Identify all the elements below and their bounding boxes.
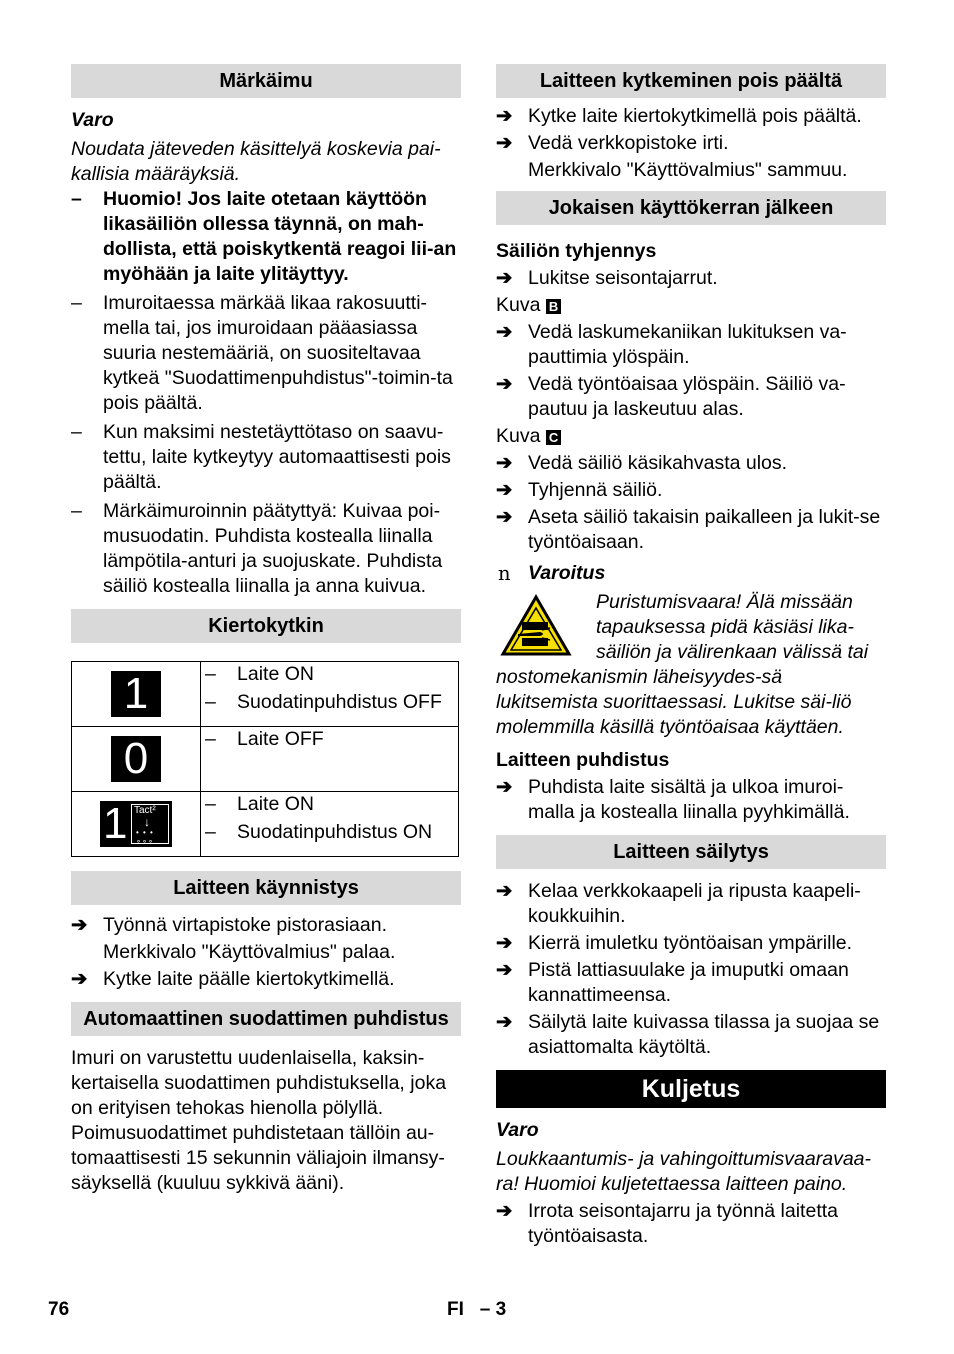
page-number: 76 (48, 1299, 70, 1320)
figure-ref: Kuva B (496, 293, 886, 318)
options-cell (201, 727, 459, 792)
section-title-kiertokytkin: Kiertokytkin (71, 609, 461, 643)
option-text: – Suodatinpuhdistus ON (201, 820, 458, 845)
arrow-icon: ➔ (496, 373, 513, 395)
arrow-icon: ➔ (496, 479, 513, 501)
list-item: – Märkäimuroinnin päätyttyä: Kuivaa poi-musuodatin. Puhdista kostealla liinalla lämpötila-anturi ja suojuskate. Puhdista säiliö kostealla liinalla ja anna kuivua. (71, 499, 461, 599)
arrow-icon: ➔ (496, 105, 513, 127)
caution-text: Loukkaantumis- ja vahingoittumisvaaravaa-ra! Huomioi kuljetettaessa laitteen paino. (496, 1148, 872, 1195)
step-item: ➔ Vedä verkkopistoke irti. (496, 132, 729, 154)
step-item: ➔ Lukitse seisontajarrut. (496, 267, 718, 289)
step-note: Merkkivalo "Käyttövalmius" sammuu. (528, 159, 848, 181)
arrow-icon: ➔ (496, 959, 513, 981)
arrow-icon: ➔ (71, 968, 88, 990)
caution-text: Noudata jäteveden käsittelyä koskevia pai-kallisia määräyksiä. (71, 138, 441, 185)
arrow-icon: ➔ (496, 932, 513, 954)
table-row (72, 727, 459, 792)
section-title-sailytys: Laitteen säilytys (496, 835, 886, 869)
step-item: ➔ Vedä työntöaisaa ylöspäin. Säiliö va-pautuu ja laskeutuu alas. (496, 373, 846, 420)
table-row (72, 792, 459, 857)
step-item: ➔ Tyhjennä säiliö. (496, 479, 663, 501)
option-text: – Suodatinpuhdistus OFF (201, 690, 458, 715)
step-item: ➔ Työnnä virtapistoke pistorasiaan. (71, 914, 387, 936)
table-row (72, 662, 459, 727)
option-text: – Laite ON (201, 662, 458, 687)
arrow-icon: ➔ (496, 132, 513, 154)
step-item: ➔ Kytke laite päälle kiertokytkimellä. (71, 968, 395, 990)
arrow-icon: ➔ (496, 1200, 513, 1222)
body-text: Imuri on varustettu uudenlaisella, kaksin-kertaisella suodattimen puhdistuksella, joka on erityisen tehokas hienolla pölyllä. Poimusuodattimet puhdistetaan tällöin au-tomaattisesti 15 sekunnin väliajoin ilmansy-säyksellä (kuuluu sykkivä ääni). (71, 1047, 447, 1194)
list-item: – Imuroitaessa märkää likaa rakosuutti-mella tai, jos imuroidaan pääasiassa suuria nestemääriä, on suositeltavaa kytkeä "Suodattimenpuhdistus"-toimin-ta pois päältä. (71, 291, 461, 416)
tact-symbol-icon: 1 Tact² ↓ • • • ∘∘∘ (100, 801, 172, 847)
rotary-switch-table (71, 661, 459, 857)
bullet-glyph: n (498, 562, 511, 585)
arrow-icon: ➔ (496, 506, 513, 528)
hand-crush-warning-icon (500, 594, 572, 658)
list-item: – Huomio! Jos laite otetaan käyttöön likasäiliön ollessa täynnä, on mah-dollista, että poiskytkentä reagoi lii-an myöhään ja laite ylitäyttyy. (71, 187, 461, 287)
tact-label: Tact² (134, 805, 156, 816)
step-item: ➔ Vedä säiliö käsikahvasta ulos. (496, 452, 788, 474)
step-item: ➔ Aseta säiliö takaisin paikalleen ja lukit-se työntöaisaan. (496, 506, 881, 553)
symbol-cell (72, 662, 201, 727)
caution-label: Varo (71, 109, 114, 131)
step-item: ➔ Irrota seisontajarru ja työnnä laitetta työntöaisasta. (496, 1200, 839, 1247)
option-text: – Laite ON (201, 792, 458, 817)
footer-lang: FI – 3 (447, 1299, 507, 1320)
symbol-cell (72, 727, 201, 792)
arrow-icon: ➔ (496, 267, 513, 289)
position-1-symbol: 1 (111, 671, 161, 717)
step-item: ➔ Pistä lattiasuulake ja imuputki omaan kannattimeensa. (496, 959, 849, 1006)
chapter-title-kuljetus: Kuljetus (496, 1070, 886, 1108)
step-item: ➔ Kytke laite kiertokytkimellä pois päältä. (496, 105, 862, 127)
warning-text: Puristumisvaara! Älä missään tapauksessa pidä käsiäsi lika-säiliön ja välirenkaan välissä tai nostomekanismin läheisyydes-sä lukitsemista suorittaessasi. Lukitse säi-liö molemmilla käsillä työntöaisaa käyttäen. (496, 591, 869, 738)
position-0-symbol: 0 (111, 736, 161, 782)
subheading: Säiliön tyhjennys (496, 240, 657, 262)
step-item: ➔ Kelaa verkkokaapeli ja ripusta kaapeli-koukkuihin. (496, 880, 861, 927)
option-text: – Laite OFF (201, 727, 458, 752)
section-title-markaimu: Märkäimu (71, 64, 461, 98)
arrow-icon: ➔ (496, 452, 513, 474)
step-item: ➔ Vedä laskumekaniikan lukituksen va-pauttimia ylöspäin. (496, 321, 847, 368)
subheading: Laitteen puhdistus (496, 749, 670, 771)
position-1-tact-number: 1 (103, 799, 128, 848)
figure-letter: C (546, 430, 561, 445)
arrow-icon: ➔ (496, 776, 513, 798)
step-item: ➔ Säilytä laite kuivassa tilassa ja suojaa se asiattomalta käytöltä. (496, 1011, 880, 1058)
caution-label: Varo (496, 1119, 539, 1141)
section-title-jalkeen: Jokaisen käyttökerran jälkeen (496, 191, 886, 225)
arrow-icon: ➔ (496, 1011, 513, 1033)
warning-block (496, 590, 886, 740)
list-item: – Kun maksimi nestetäyttötaso on saavu-tettu, laite kytkeytyy automaattisesti pois päältä. (71, 420, 461, 495)
figure-ref: Kuva C (496, 424, 886, 449)
arrow-icon: ➔ (496, 321, 513, 343)
left-column (71, 64, 461, 1196)
warning-label: Varoitus (528, 562, 606, 584)
arrow-icon: ➔ (71, 914, 88, 936)
options-cell (201, 662, 459, 727)
right-column (496, 64, 886, 1249)
step-item: ➔ Puhdista laite sisältä ja ulkoa imuroi-malla ja kostealla liinalla pyyhkimällä. (496, 776, 850, 823)
section-title-auto: Automaattinen suodattimen puhdistus (71, 1002, 461, 1036)
arrow-icon: ➔ (496, 880, 513, 902)
step-item: ➔ Kierrä imuletku työntöaisan ympärille. (496, 932, 853, 954)
symbol-cell (72, 792, 201, 857)
figure-letter: B (546, 299, 561, 314)
warning-heading (496, 561, 886, 586)
options-cell (201, 792, 459, 857)
section-title-kaynnistys: Laitteen käynnistys (71, 871, 461, 905)
step-note: Merkkivalo "Käyttövalmius" palaa. (103, 941, 396, 963)
section-title-pois: Laitteen kytkeminen pois päältä (496, 64, 886, 98)
